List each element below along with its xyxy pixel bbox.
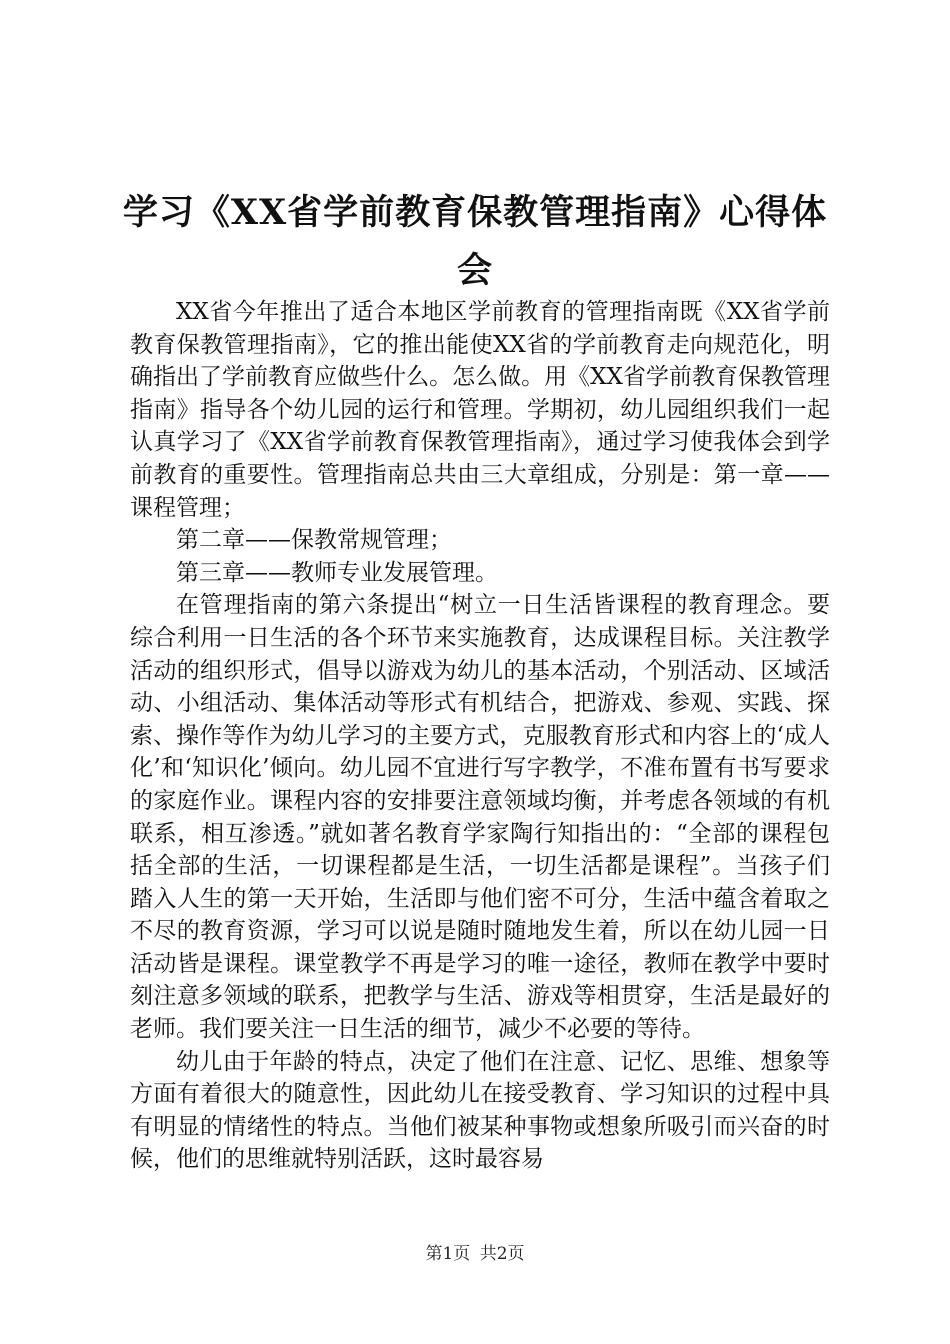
paragraph-intro: XX省今年推出了适合本地区学前教育的管理指南既《XX省学前教育保教管理指南》，它的推出能使XX省的学前教育走向规范化，明确指出了学前教育应做些什么。怎么做。用《XX省学前教育保教管理指南》指导各个幼儿园的运行和管理。学期初，幼儿园组织我们一起认真学习了《XX省学前教育保教管理指南》，通过学习使我体会到学前教育的重要性。管理指南总共由三大章组成，分别是：第一章——课程管理； xyxy=(130,299,830,521)
page-footer xyxy=(0,1243,950,1265)
paragraph-chapter-three: 第三章——教师专业发展管理。 xyxy=(176,559,498,586)
document-body xyxy=(130,296,830,1176)
paragraph-chapter-two: 第二章——保教常规管理； xyxy=(176,527,452,554)
page-number: 第1页 xyxy=(425,1244,471,1264)
page-total: 共2页 xyxy=(479,1244,525,1264)
paragraph-article-six: 在管理指南的第六条提出“树立一日生活皆课程的教育理念。要综合利用一日生活的各个环节来实施教育，达成课程目标。关注教学活动的组织形式，倡导以游戏为幼儿的基本活动，个别活动、区域活动、小组活动、集体活动等形式有机结合，把游戏、参观、实践、探索、操作等作为幼儿学习的主要方式，克服教育形式和内容上的‘成人化’和‘知识化’倾向。幼儿园不宜进行写字教学，不准布置有书写要求的家庭作业。课程内容的安排要注意领域均衡，并考虑各领域的有机联系，相互渗透。”就如著名教育学家陶行知指出的：“全部的课程包括全部的生活，一切课程都是生活，一切生活都是课程”。当孩子们踏入人生的第一天开始，生活即与他们密不可分，生活中蕴含着取之不尽的教育资源，学习可以说是随时随地发生着，所以在幼儿园一日活动皆是课程。课堂教学不再是学习的唯一途径，教师在教学中要时刻注意多领域的联系，把教学与生活、游戏等相贯穿，生活是最好的老师。我们要关注一日生活的细节，减少不必要的等待。 xyxy=(130,592,830,1043)
paragraph-child-characteristics: 幼儿由于年龄的特点，决定了他们在注意、记忆、思维、想象等方面有着很大的随意性，因此幼儿在接受教育、学习知识的过程中具有明显的情绪性的特点。当他们被某种事物或想象所吸引而兴奋的时候，他们的思维就特别活跃，这时最容易 xyxy=(130,1048,830,1173)
document-title: 学习《XX省学前教育保教管理指南》心得体会 xyxy=(122,192,828,291)
